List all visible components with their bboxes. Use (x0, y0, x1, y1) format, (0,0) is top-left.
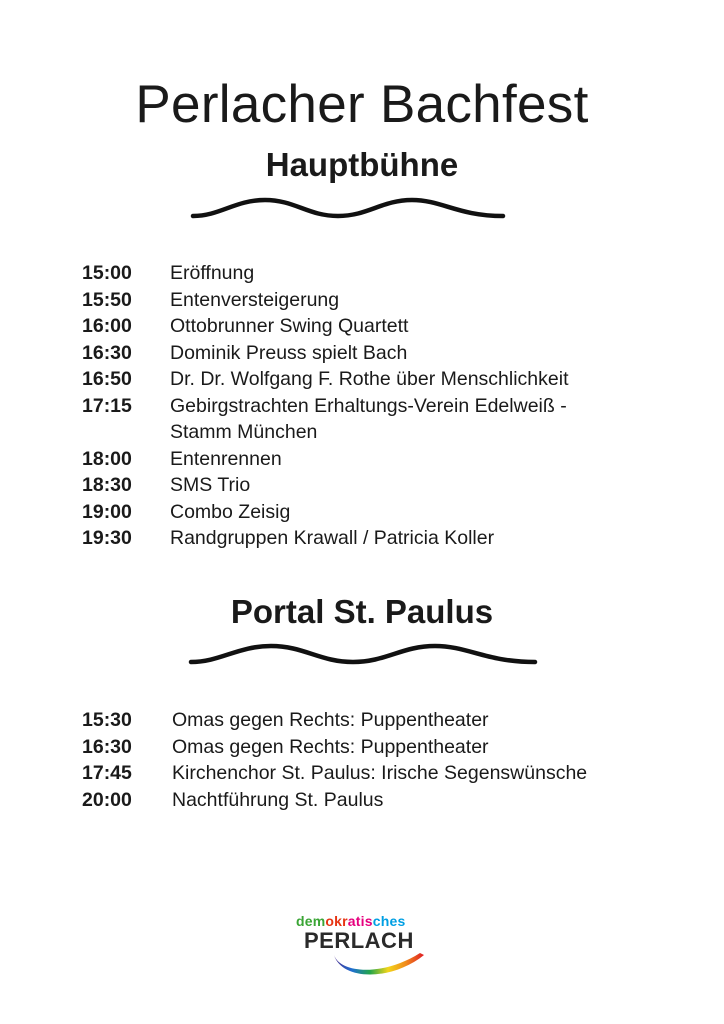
event-title: SMS Trio (170, 474, 251, 496)
schedule-row (82, 366, 568, 393)
schedule-row (82, 446, 568, 473)
event-title: Dr. Dr. Wolfgang F. Rothe über Menschlichkeit (170, 368, 569, 390)
rainbow-swoosh-icon (332, 951, 428, 977)
event-title: Entenversteigerung (170, 288, 340, 311)
event-time: 15:00 (82, 262, 132, 284)
schedule-row (82, 707, 587, 734)
event-title: Gebirgstrachten Erhaltungs-Verein Edelweiß - Stamm München (170, 394, 567, 443)
schedule-row (82, 787, 587, 814)
event-time: 20:00 (82, 788, 132, 811)
event-time: 17:45 (82, 762, 132, 784)
schedule-row (82, 499, 568, 526)
event-time: 16:30 (82, 341, 132, 364)
event-time: 19:00 (82, 500, 132, 523)
schedule-row (82, 340, 568, 367)
page-title: Perlacher Bachfest (135, 74, 589, 134)
schedule-row (82, 287, 568, 314)
event-time: 16:50 (82, 368, 132, 390)
schedule-row (82, 525, 568, 552)
event-title: Omas gegen Rechts: Puppentheater (172, 735, 489, 758)
event-time: 19:30 (82, 527, 132, 549)
schedule-portal-st-paulus (82, 707, 587, 813)
event-time: 18:30 (82, 474, 132, 496)
event-time: 16:30 (82, 735, 132, 758)
logo-line-1: demokratisches (296, 913, 406, 929)
wave-divider-icon (188, 640, 538, 670)
section-heading-portal-st-paulus: Portal St. Paulus (230, 593, 494, 630)
event-title: Nachtführung St. Paulus (172, 788, 384, 811)
schedule-row (82, 760, 587, 787)
event-title: Omas gegen Rechts: Puppentheater (172, 709, 489, 731)
event-title: Ottobrunner Swing Quartett (170, 315, 409, 337)
demokratisches-perlach-logo (296, 913, 428, 977)
event-title: Kirchenchor St. Paulus: Irische Segenswünsche (172, 762, 588, 784)
event-title: Dominik Preuss spielt Bach (170, 341, 408, 364)
schedule-row (82, 734, 587, 761)
event-title: Combo Zeisig (170, 500, 291, 523)
logo-line-2: PERLACH (304, 928, 414, 953)
schedule-row (82, 260, 568, 287)
event-time: 18:00 (82, 447, 132, 470)
section-heading-hauptbuehne: Hauptbühne (265, 146, 459, 183)
event-time: 17:15 (82, 394, 132, 417)
event-title: Eröffnung (170, 262, 255, 284)
schedule-hauptbuehne (82, 260, 568, 552)
schedule-row (82, 313, 568, 340)
schedule-row (82, 393, 568, 446)
event-title: Randgruppen Krawall / Patricia Koller (170, 527, 495, 549)
event-title: Entenrennen (170, 447, 282, 470)
wave-divider-icon (190, 194, 506, 224)
schedule-row (82, 472, 568, 499)
event-time: 15:30 (82, 709, 132, 731)
event-time: 16:00 (82, 315, 132, 337)
event-time: 15:50 (82, 288, 132, 311)
